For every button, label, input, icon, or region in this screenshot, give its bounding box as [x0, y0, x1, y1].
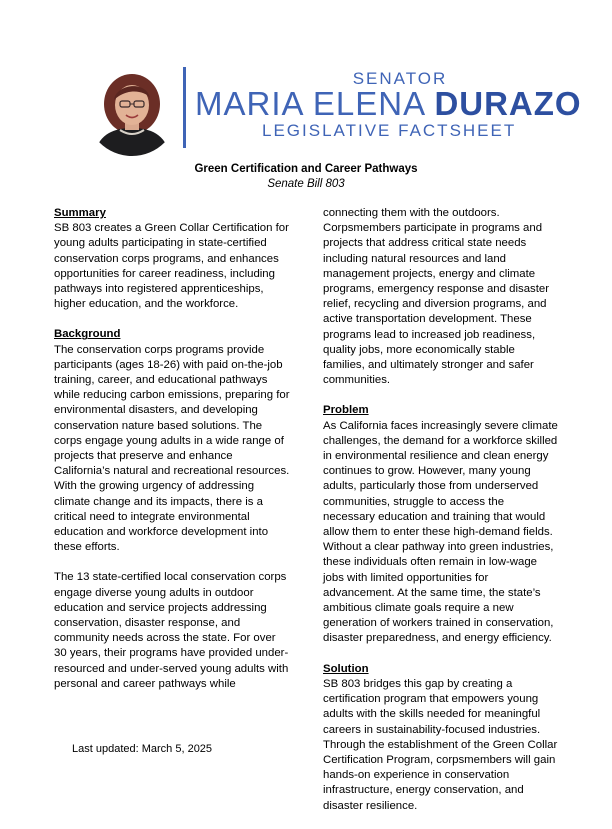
- background-text-1: The conservation corps programs provide participants (ages 18-26) with paid on-the-job training, career, and educational pathways while reducing carbon emissions, preparing for environmental disasters, and developing conservation nature based solutions. The corps engage young adults in a wide range of projects that preserve and enhance California’s natural and recreational resources. With the growing urgency of addressing climate change and its impacts, there is a critical need to integrate environmental education and workforce development into these efforts.: [54, 343, 290, 554]
- document-title: Green Certification and Career Pathways: [194, 163, 418, 175]
- left-column: [54, 206, 290, 707]
- problem-text: As California faces increasingly severe climate challenges, the demand for a workforce skilled in environmental resilience and clean energy continues to grow. However, many young adults, particularly those from underserved communities, struggle to access the necessary education and training that would allow them to enter these high-demand fields. Without a clear pathway into green industries, these individuals often remain in low-wage jobs with limited opportunities for advancement. At the same time, the state’s ambitious climate goals require a new generation of workers trained in conservation, disaster preparedness, and energy efficiency.: [323, 419, 558, 645]
- solution-text: SB 803 bridges this gap by creating a certification program that empowers young adults with the skills needed for meaningful careers in sustainability-focused industries. Through the establishment of the Green Collar Certification Program, corpsmembers will gain hands-on experience in conservation infrastructure, energy conservation, and disaster resilience.: [323, 677, 558, 812]
- senator-name-first: MARIA ELENA: [195, 85, 435, 122]
- solution-heading: Solution: [323, 662, 369, 675]
- problem-heading: Problem: [323, 404, 369, 417]
- header-divider: [183, 67, 186, 148]
- summary-heading: Summary: [54, 207, 106, 219]
- summary-text: SB 803 creates a Green Collar Certification for young adults participating in state-certified conservation corps programs, and enhances opportunities for career readiness, including pathways into registered apprenticeships, higher education, and the workforce.: [54, 222, 289, 311]
- background-text-2: The 13 state-certified local conservation corps engage diverse young adults in outdoor education and service projects addressing conservation, disaster response, and community needs across the state. For over 30 years, their programs have provided under-resourced and under-served young adults with personal and career pathways while: [54, 571, 289, 690]
- last-updated: Last updated: March 5, 2025: [72, 743, 213, 755]
- senator-portrait: [86, 64, 178, 156]
- factsheet-label: LEGISLATIVE FACTSHEET: [262, 121, 517, 140]
- bill-number: Senate Bill 803: [267, 178, 345, 190]
- right-column: [323, 206, 559, 829]
- background-text-2-continued: connecting them with the outdoors. Corpsmembers participate in programs and projects that address critical state needs including natural resources and land management projects, energy and climate programs, emergency response and disaster relief, recycling and diversion programs, and active transportation development. These programs lead to increased job readiness, quality jobs, more economically stable families, and ultimately stronger and safer communities.: [323, 207, 550, 387]
- background-heading: Background: [54, 328, 121, 341]
- senator-name-last: DURAZO: [434, 85, 582, 122]
- senator-label: SENATOR: [352, 69, 448, 88]
- senator-name: [195, 84, 582, 124]
